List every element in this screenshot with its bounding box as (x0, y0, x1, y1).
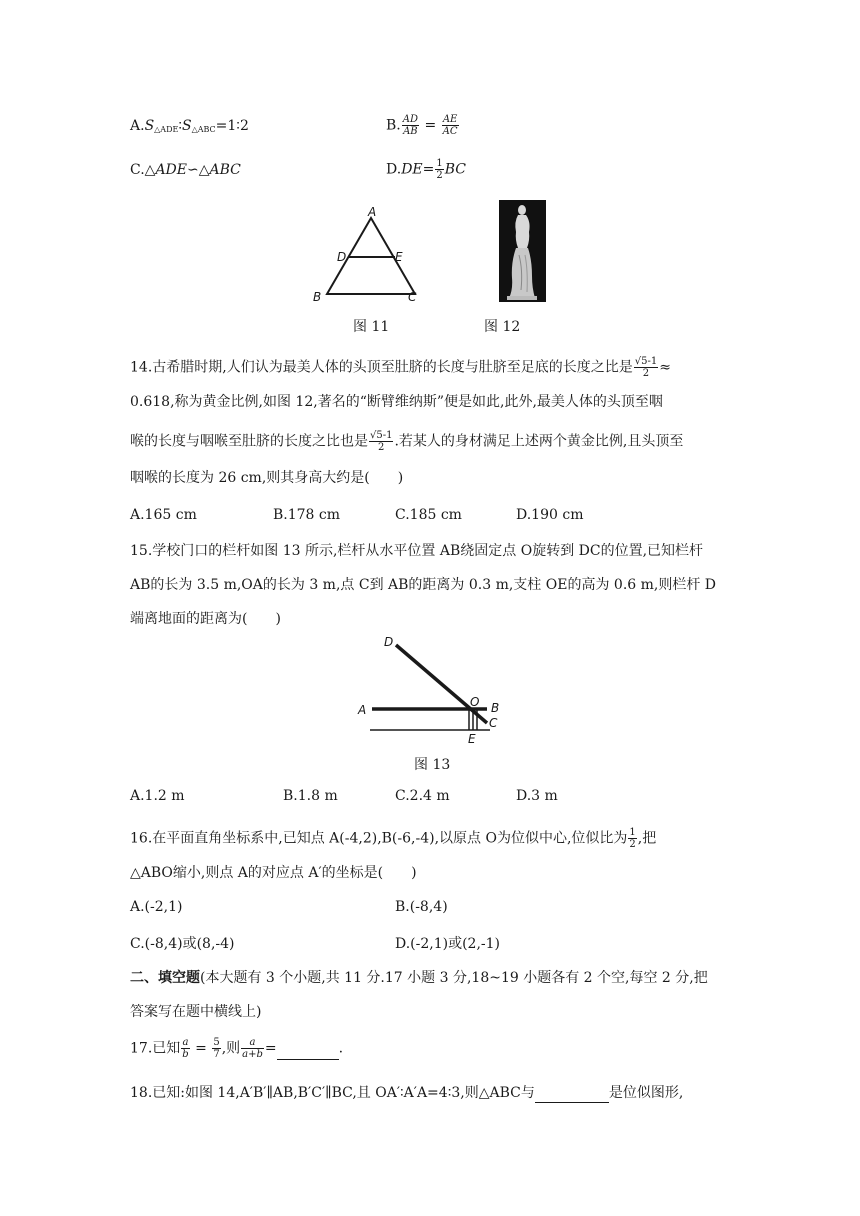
figure-12-venus-statue-image (499, 200, 546, 302)
q16-line-1: 16.在平面直角坐标系中,已知点 A(-4,2),B(-6,-4),以原点 O为位似中心,位似比为 $\frac{1}{2}$ ,把 (130, 827, 657, 850)
q16-option-a: A.(-2,1) (130, 899, 183, 915)
figure-11-caption: 图 11 (353, 319, 390, 335)
label-o: O (470, 695, 480, 709)
q15-line-3: 端离地面的距离为( ) (130, 611, 281, 627)
q13-option-a: $A.S_{\triangle ADE}∶S_{\triangle ABC}=1∶2$ (130, 118, 249, 134)
figure-12-caption: 图 12 (484, 319, 521, 335)
figure-11-triangle (305, 200, 430, 310)
q16-option-c: C.(-8,4)或(8,-4) (130, 936, 235, 952)
label-e: E (468, 732, 476, 746)
q17-answer-blank[interactable] (277, 1059, 339, 1060)
q14-option-d: D.190 cm (516, 507, 584, 523)
q14-option-b: B.178 cm (273, 507, 341, 523)
q16-line-2: △ABO缩小,则点 A的对应点 A′的坐标是( ) (130, 865, 417, 881)
q14-line-1: 14.古希腊时期,人们认为最美人体的头顶至肚脐的长度与肚脐至足底的长度之比是 $\frac{√5-1}{2}$ ≈ (130, 356, 671, 379)
q14-line-2: 0.618,称为黄金比例,如图 12,著名的“断臂维纳斯”便是如此,此外,最美人体的头顶至咽 (130, 394, 663, 410)
q13-option-d: D.DE= $\frac{1}{2}$ BC (386, 158, 467, 181)
figure-13-caption: 图 13 (414, 757, 451, 773)
label-b: B (313, 290, 322, 304)
q15-option-b: B.1.8 m (283, 788, 338, 804)
section-2-line-2: 答案写在题中横线上) (130, 1004, 262, 1020)
label-b: B (491, 701, 500, 715)
q18-answer-blank[interactable] (535, 1102, 609, 1103)
section-2-title: 二、填空题 (130, 970, 200, 986)
q14-option-c: C.185 cm (395, 507, 462, 523)
label-d: D (337, 250, 347, 264)
label-c: C (489, 716, 498, 730)
section-2-heading: 二、填空题(本大题有 3 个小题,共 11 分.17 小题 3 分,18~19 小题各有 2 个空,每空 2 分,把 (130, 970, 708, 986)
q15-option-d: D.3 m (516, 788, 558, 804)
label-d: D (384, 635, 394, 649)
q16-option-b: B.(-8,4) (395, 899, 448, 915)
q16-option-d: D.(-2,1)或(2,-1) (395, 936, 501, 952)
q13-option-c: C.△ADE∽△ABC (130, 162, 241, 178)
q15-line-1: 15.学校门口的栏杆如图 13 所示,栏杆从水平位置 AB绕固定点 O旋转到 DC的位置,已知栏杆 (130, 543, 704, 559)
q17-line: 17.已知 $\frac{a}{b}$ = $\frac{5}{7}$ ,则 $\frac{a}{a+b}$ = . (130, 1037, 344, 1060)
label-a: A (368, 205, 377, 219)
label-e: E (395, 250, 403, 264)
q13-option-b: B. $\frac{AD}{AB}$ = $\frac{AE}{AC}$ (386, 114, 458, 137)
q14-option-a: A.165 cm (130, 507, 197, 523)
q14-line-3: 喉的长度与咽喉至肚脐的长度之比也是 $\frac{√5-1}{2}$ .若某人的身材满足上述两个黄金比例,且头顶至 (130, 430, 684, 453)
label-c: C (408, 290, 417, 304)
figure-13-barrier-gate (350, 632, 510, 750)
q15-option-c: C.2.4 m (395, 788, 450, 804)
q14-line-4: 咽喉的长度为 26 cm,则其身高大约是( ) (130, 470, 404, 486)
q15-option-a: A.1.2 m (130, 788, 185, 804)
q15-line-2: AB的长为 3.5 m,OA的长为 3 m,点 C到 AB的距离为 0.3 m,支柱 OE的高为 0.6 m,则栏杆 D (130, 577, 717, 593)
q18-line: 18.已知:如图 14,A′B′∥AB,B′C′∥BC,且 OA′∶A′A=4∶3,则△ABC与 是位似图形, (130, 1085, 684, 1101)
label-a: A (358, 703, 367, 717)
